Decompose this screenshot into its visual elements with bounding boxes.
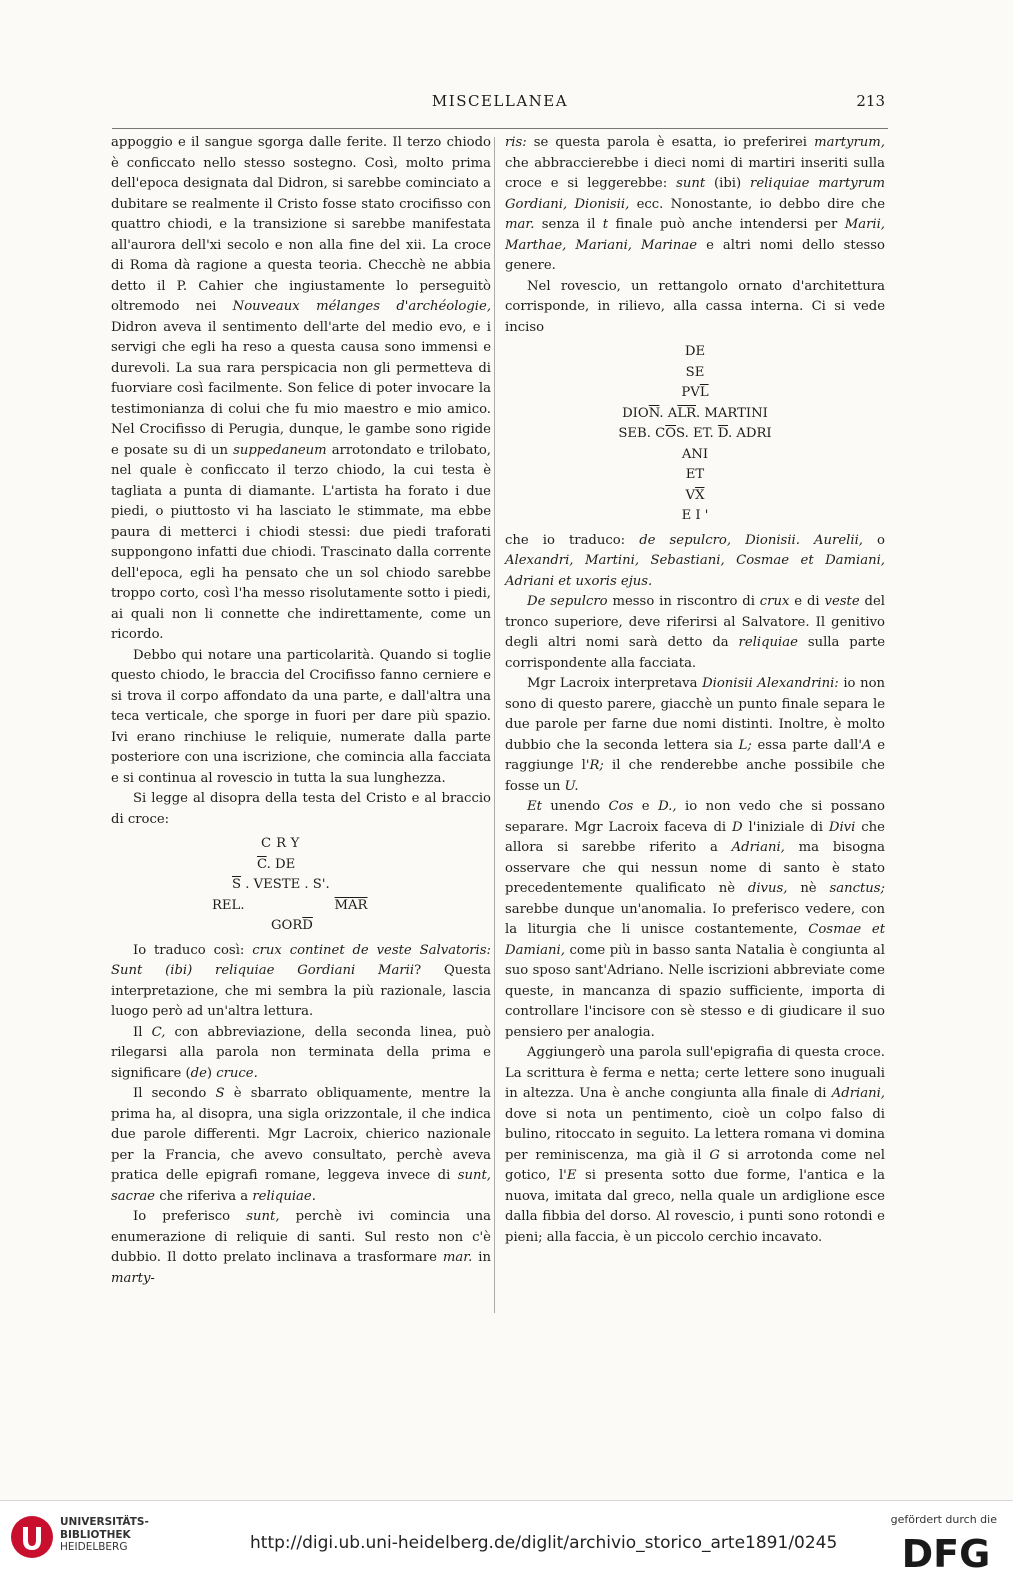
page-header [115,92,885,116]
funded-by-label: gefördert durch die [890,1513,997,1526]
inscription-line-7: ET [685,467,705,482]
left-paragraph-7: Io preferisco sunt, perchè ivi comincia una enumerazione di reliquie di santi. Sul resto non c'è dubbio. Il dotto prelato inclinava a trasformare mar. in marty- [111,1209,491,1286]
front-inscription [111,834,491,937]
inscription-line-3: $\overline{S}$ . VESTE . S'. [232,877,330,892]
right-column [505,133,885,1248]
dfg-logo-text: DFG [901,1533,991,1573]
back-inscription [505,342,885,527]
left-column [111,133,491,1289]
inscription-line-4: $DIO\overline{N}$. $A\overline{LR}$. MARTINI [622,405,768,421]
right-paragraph-2: Nel rovescio, un rettangolo ornato d'architettura corrisponde, in rilievo, alla cassa interna. Ci si vede inciso [505,278,885,335]
inscription-line-8: $V\overline{X}$ [685,487,705,503]
right-paragraph-3: che io traduco: de sepulcro, Dionisii. Aurelii, o Alexandri, Martini, Sebastiani, Cosmae et Damiani, Adriani et uxoris ejus. [505,532,885,589]
left-paragraph-3: Si legge al disopra della testa del Cristo e al braccio di croce: [111,791,491,827]
inscription-line-2: SE [685,364,705,380]
left-paragraph-6: Il secondo S è sbarrato obliquamente, mentre la prima ha, al disopra, una sigla orizzontale, il che indica due parole differenti. Mgr Lacroix, chierico nazionale per la Francia, che avevo consultato, perchè aveva pratica delle epigrafi romane, leggeva invece di sunt, sacrae che riferiva a reliquiae. [111,1086,491,1204]
header-rule [112,128,888,129]
right-paragraph-7: Aggiungerò una parola sull'epigrafia di questa croce. La scrittura è ferma e netta; certe lettere sono inuguali in altezza. Una è anche congiunta alla finale di Adriani, dove si nota un pentimento, cioè un colpo falso di bulino, ritoccato in seguito. La lettera romana vi domina per reminiscenza, ma già il G si arrotonda come nel gotico, l'E si presenta sotto due forme, l'antica e la nuova, imitata dal greco, nella quale un ardiglione esce dalla fibbia del dorso. Al rovescio, i punti sono rotondi e pieni; alla faccia, è un piccolo cerchio incavato. [505,1045,886,1245]
inscription-line-4: REL. $\overline{MAR}$ [212,897,368,913]
left-paragraph-5: Il C, con abbreviazione, della seconda linea, può rilegarsi alla parola non terminata della prima e significare (de) cruce. [111,1024,491,1081]
inscription-line-6: ANI [681,446,709,462]
dfg-logo-icon [893,1533,999,1573]
left-paragraph-1: appoggio e il sangue sgorga dalle ferite. Il terzo chiodo è conficcato nello stesso sostegno. Così, molto prima dell'epoca designata dal Didron, si sarebbe cominciato a dubitare se realmente il Cristo fosse stato crocifisso con quattro chiodi, e la transizione si sarebbe manifestata all'aurora dell'xi secolo e non alla fine del xii. La croce di Roma dà ragione a questa teoria. Checchè ne abbia detto il P. Cahier che ingiustamente lo perseguitò oltremodo nei Nouveaux mélanges d'archéologie, Didron aveva il sentimento dell'arte del medio evo, e i servigi che egli ha reso a questa causa sono immensi e durevoli. La sua rara perspicacia non gli permetteva di fuorviare così facilmente. Son felice di poter invocare la testimonianza di colui che fu mio maestro e mio amico. Nel Crocifisso di Perugia, dunque, le gambe sono rigide e posate su di un suppedaneum arrotondato e trilobato, nel quale è conficcato il terzo chiodo, la cui testa è tagliata a punta di diamante. L'artista ha forato i due piedi, o piuttosto vi ha lasciato le stimmate, ma ebbe paura di metterci i chiodi stessi: due piedi traforati suppongono infatti due chiodi. Trascinato dalla corrente dell'epoca, egli ha pensato che un sol chiodo sarebbe troppo corto, così l'ha messo risolutamente sotto i piedi, ai quali non li connette che indirettamente, come un ricordo. [111,135,492,642]
library-name: UNIVERSITÄTS- BIBLIOTHEK HEIDELBERG [60,1516,149,1553]
inscription-line-5: $GOR\overline{D}$ [271,918,313,933]
right-paragraph-1: ris: se questa parola è esatta, io preferirei martyrum, che abbraccierebbe i dieci nomi di martiri inseriti sulla croce e si leggerebbe: sunt (ibi) reliquiae martyrum Gordiani, Dionisii, ecc. Nonostante, io debbo dire che mar. senza il t finale può anche intendersi per Marii, Marthae, Mariani, Marinae e altri nomi dello stesso genere. [505,135,886,273]
left-paragraph-4: Io traduco così: crux continet de veste Salvatoris: Sunt (ibi) reliquiae Gordiani Marii? Questa interpretazione, che mi sembra la più razionale, lascia luogo però ad un'altra lettura. [111,942,492,1019]
inscription-line-3: $PV\overline{L}$ [681,385,709,400]
inscription-line-1: CRY [261,836,305,851]
inscription-line-2: $\overline{C}$. DE [257,856,296,872]
inscription-line-5: SEB. $C\overline{O}S$. ET. $\overline{D}$. ADRI [618,426,772,441]
column-divider [494,137,495,1313]
inscription-line-1: DE [684,344,706,359]
right-paragraph-4: De sepulcro messo in riscontro di crux e di veste del tronco superiore, deve riferirsi al Salvatore. Il genitivo degli altri nomi sarà detto da reliquiae sulla parte corrispondente alla facciata. [505,594,885,671]
footer-bar [0,1500,1013,1592]
page-number: 213 [856,92,885,110]
permalink-url[interactable]: http://digi.ub.uni-heidelberg.de/diglit/archivio_storico_arte1891/0245 [250,1533,838,1553]
running-title: MISCELLANEA [431,92,569,110]
right-paragraph-5: Mgr Lacroix interpretava Dionisii Alexandrini: io non sono di questo parere, giacchè un punto finale separa le due parole per farne due nomi distinti. Inoltre, è molto dubbio che la seconda lettera sia L; essa parte dall'A e raggiunge l'R; il che renderebbe anche possibile che fosse un U. [505,676,886,794]
university-library-logo-icon [10,1515,54,1559]
inscription-line-9: E I ' [681,508,709,523]
right-paragraph-6: Et unendo Cos e D., io non vedo che si possano separare. Mgr Lacroix faceva di D l'iniziale di Divi che allora si sarebbe riferito a Adriani, ma bisogna osservare che qui nessun nome di santo è stato precedentemente qualificato nè divus, nè sanctus; sarebbe dunque un'anomalia. Io preferisco vedere, con la liturgia che li unisce costantemente, Cosmae et Damiani, come più in basso santa Natalia è congiunta al suo sposo sant'Adriano. Nelle iscrizioni abbreviate come queste, in mancanza di spazio sufficiente, importa di controllare l'incisore con sè stesso e di giudicare il suo pensiero per analogia. [505,799,885,1040]
left-paragraph-2: Debbo qui notare una particolarità. Quando si toglie questo chiodo, le braccia del Crocifisso fanno cerniere e si trova il corpo affondato da una parte, e dall'altra una teca verticale, che sporge in fuori per dare più spazio. Ivi erano rinchiuse le reliquie, numerate dalla parte posteriore con una iscrizione, che comincia alla facciata e si continua al rovescio in tutta la sua lunghezza. [111,647,491,786]
